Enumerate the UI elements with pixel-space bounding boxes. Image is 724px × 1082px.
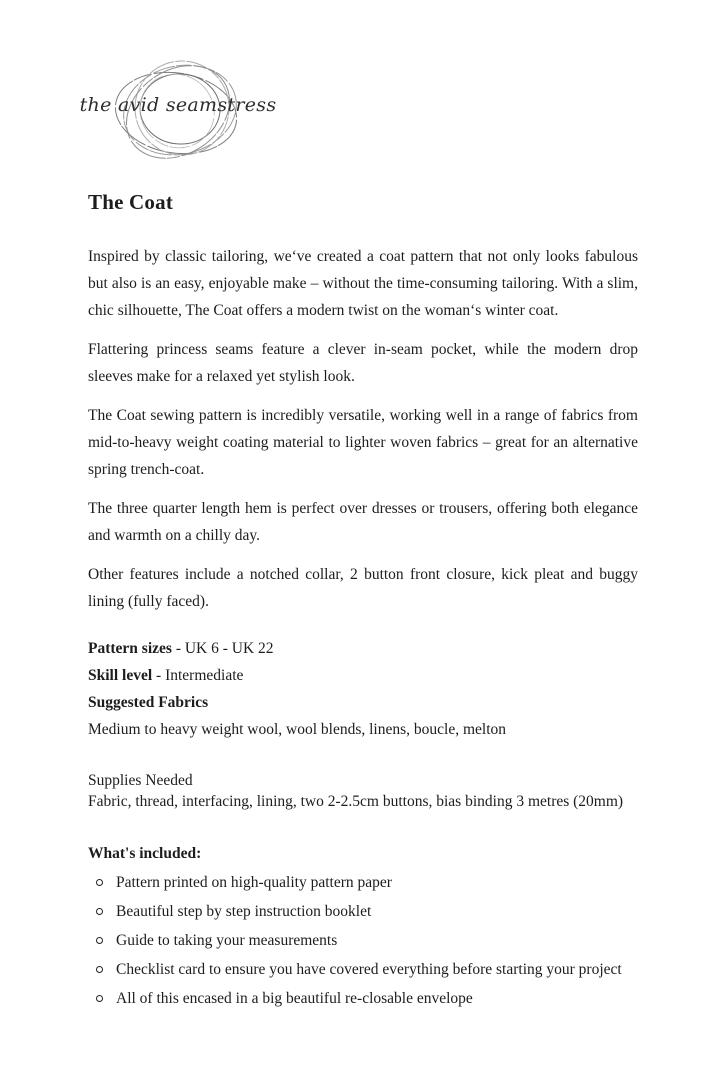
supplies-list-line: Fabric, thread, interfacing, lining, two 2-2.5cm buttons, bias binding 3 metres (20mm)	[88, 793, 624, 810]
pattern-sizes-label: Pattern sizes	[88, 640, 172, 657]
suggested-fabrics-line	[88, 689, 638, 716]
seams-paragraph: Flattering princess seams feature a clever in-seam pocket, while the modern drop sleeves make for a relaxed yet stylish look.	[88, 341, 638, 385]
list-item-text: Checklist card to ensure you have covered everything before starting your project	[116, 961, 622, 978]
list-item	[88, 930, 638, 951]
list-item	[88, 872, 638, 893]
hem-paragraph: The three quarter length hem is perfect over dresses or trousers, offering both elegance and warmth on a chilly day.	[88, 500, 638, 544]
list-item	[88, 959, 638, 980]
suggested-fabrics-label: Suggested Fabrics	[88, 694, 209, 711]
supplies-section	[88, 770, 638, 812]
included-list	[88, 872, 638, 1009]
bullet-icon	[96, 908, 103, 915]
pattern-sizes-line	[88, 635, 638, 662]
list-item-text: All of this encased in a big beautiful re-closable envelope	[116, 990, 473, 1007]
supplies-heading: Supplies Needed	[88, 772, 193, 789]
list-item-text: Beautiful step by step instruction booklet	[116, 903, 372, 920]
skill-level-line	[88, 662, 638, 689]
bullet-icon	[96, 879, 103, 886]
versatility-paragraph: The Coat sewing pattern is incredibly versatile, working well in a range of fabrics from mid-to-heavy weight coating material to lighter woven fabrics – great for an alternative spring trench-coat.	[88, 407, 638, 478]
bullet-icon	[96, 995, 103, 1002]
pattern-sizes-value: - UK 6 - UK 22	[175, 640, 274, 657]
skill-level-label: Skill level	[88, 667, 153, 684]
bullet-icon	[96, 937, 103, 944]
included-heading: What's included:	[88, 845, 202, 862]
fabrics-description: Medium to heavy weight wool, wool blends, linens, boucle, melton	[88, 721, 507, 738]
intro-paragraph: Inspired by classic tailoring, we‘ve created a coat pattern that not only looks fabulous but also is an easy, enjoyable make – without the time-consuming tailoring. With a slim, chic silhouette, The Coat offers a modern twist on the woman‘s winter coat.	[88, 248, 638, 319]
spec-section	[88, 635, 638, 743]
list-item	[88, 988, 638, 1009]
included-section	[88, 843, 638, 1009]
features-paragraph: Other features include a notched collar, 2 button front closure, kick pleat and buggy lining (fully faced).	[88, 566, 638, 610]
logo-text: the avid seamstress	[79, 94, 277, 116]
list-item	[88, 901, 638, 922]
skill-level-value: - Intermediate	[156, 667, 244, 684]
list-item-text: Pattern printed on high-quality pattern paper	[116, 874, 392, 891]
bullet-icon	[96, 966, 103, 973]
document-page	[0, 58, 724, 1082]
list-item-text: Guide to taking your measurements	[116, 932, 338, 949]
brand-logo	[79, 58, 277, 164]
page-title: The Coat	[88, 190, 174, 214]
